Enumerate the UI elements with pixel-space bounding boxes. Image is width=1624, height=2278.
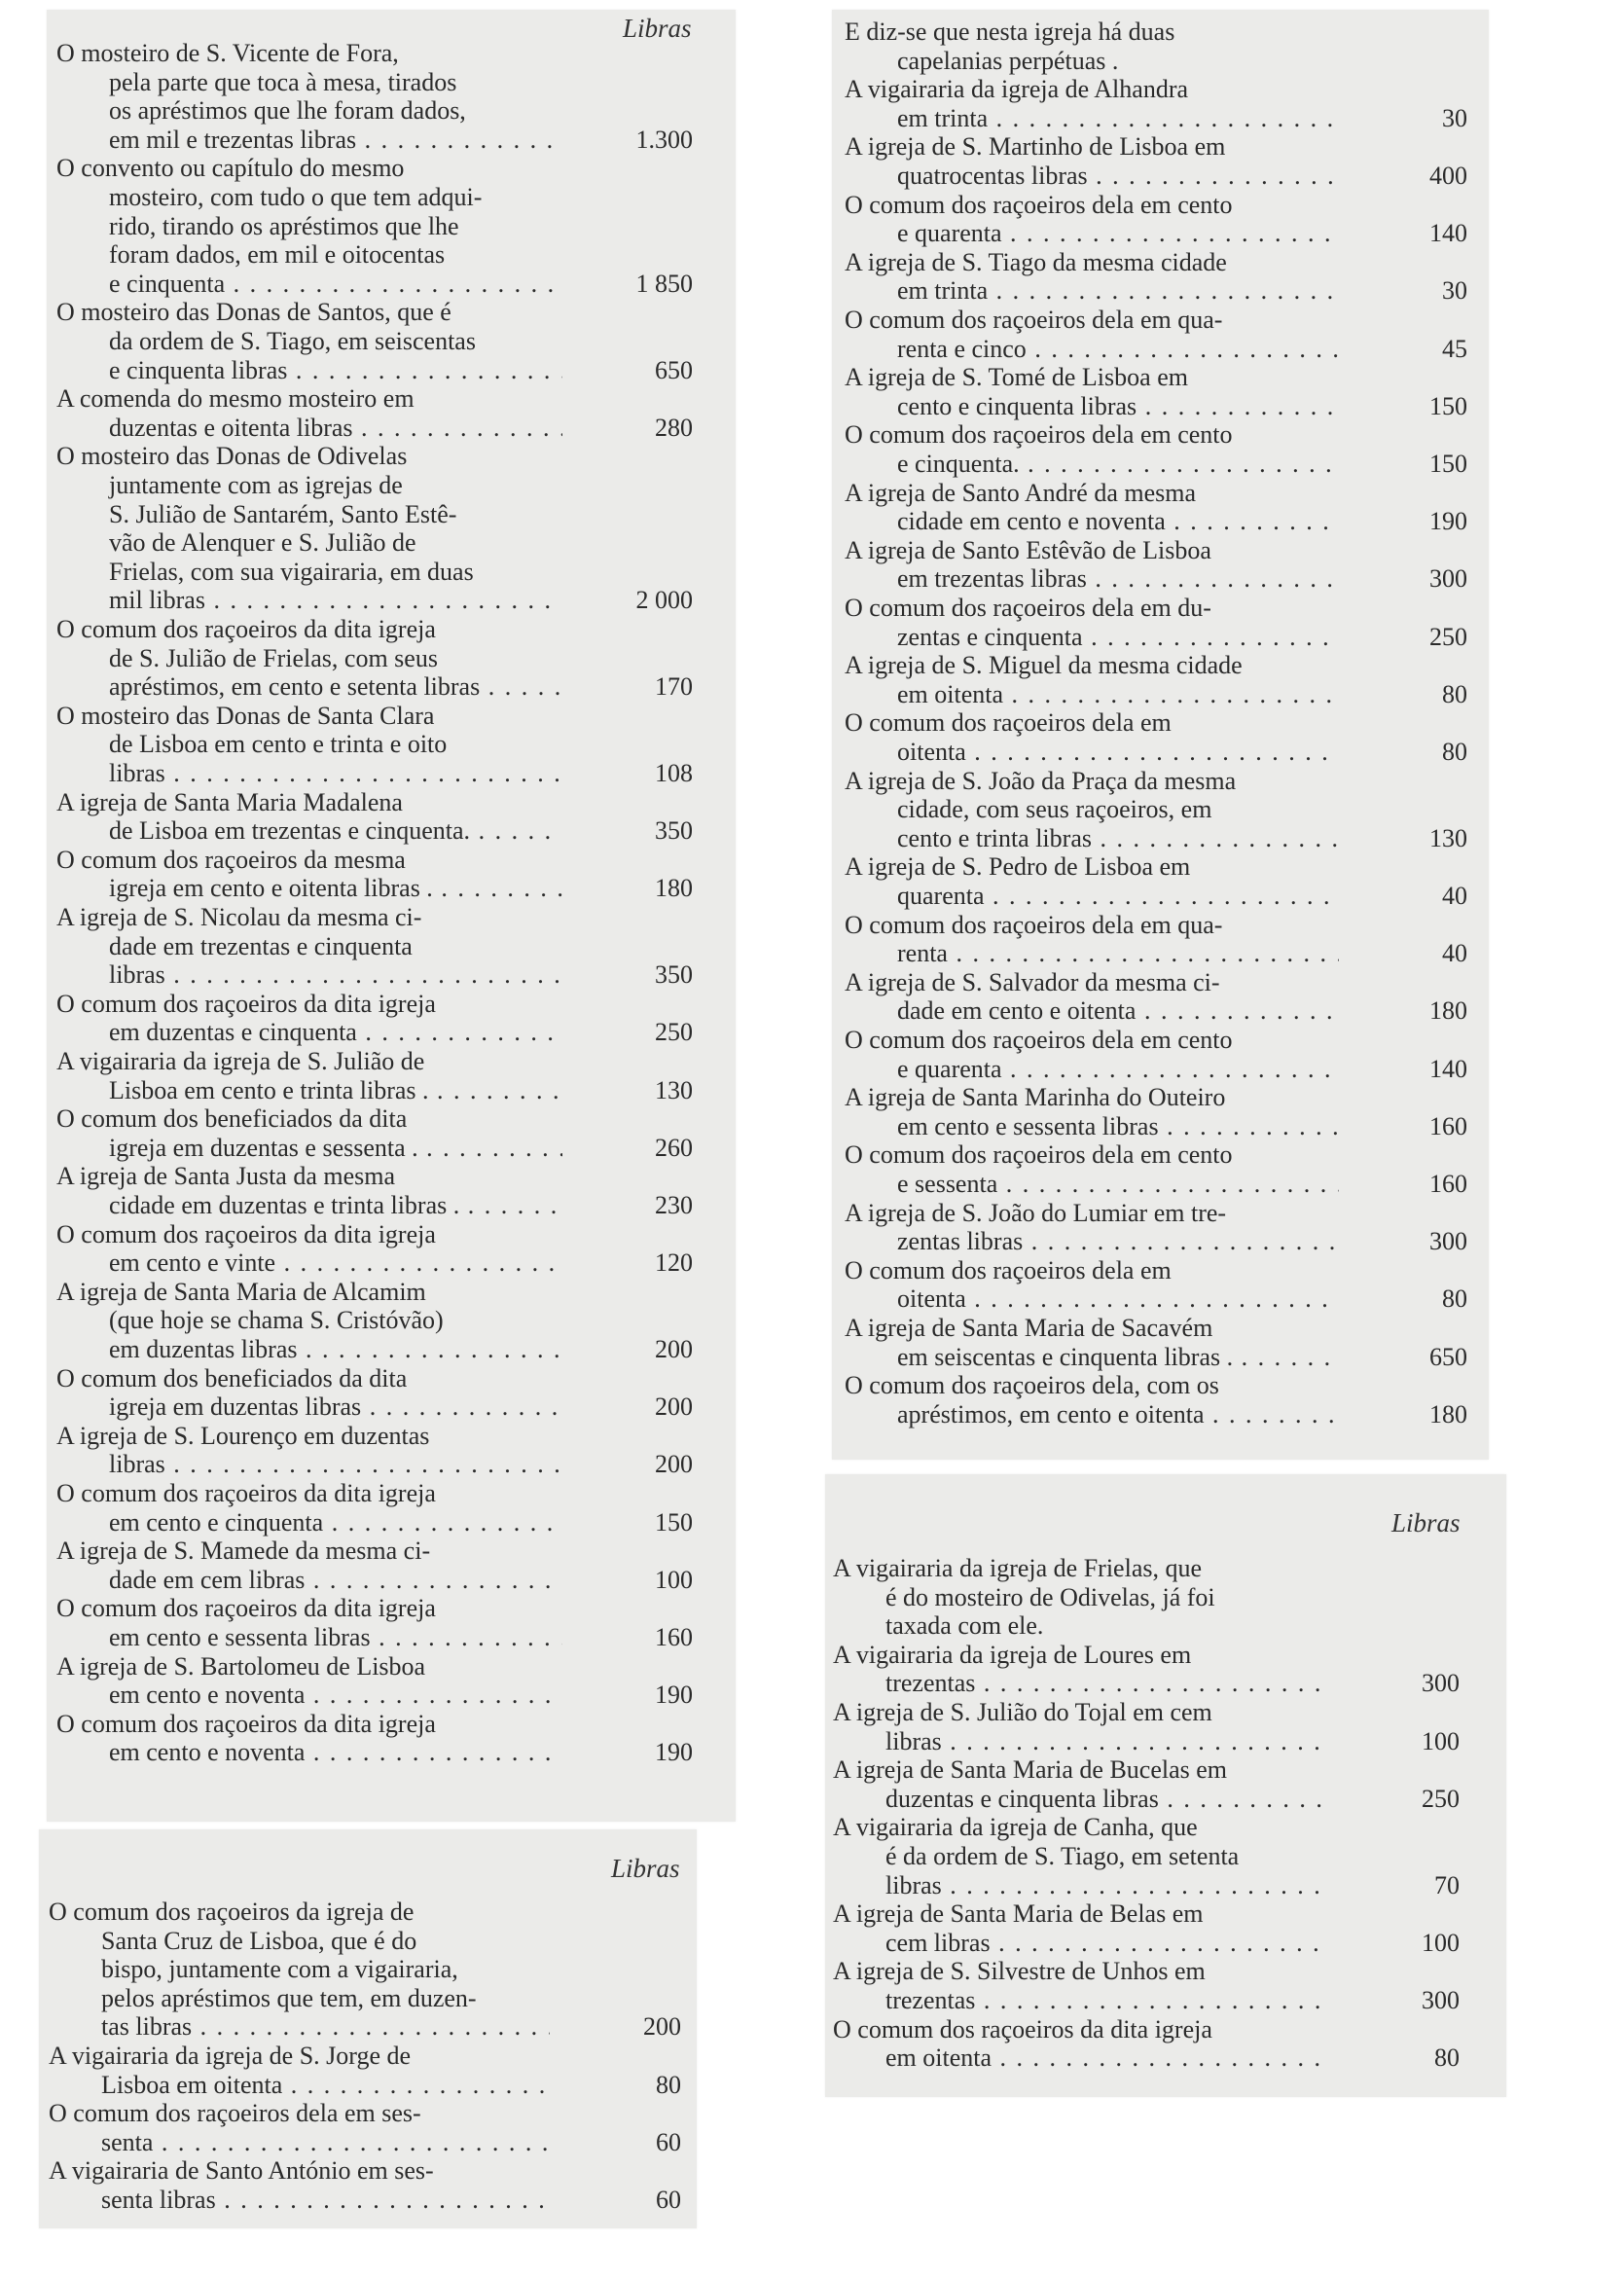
entry-line: A comenda do mesmo mosteiro em — [56, 384, 415, 414]
entry-line: A igreja de S. Salvador da mesma ci- — [845, 967, 1220, 996]
entry-line: A igreja de S. Tiago da mesma cidade — [845, 247, 1227, 276]
entry-line: O mosteiro das Donas de Santa Clara — [56, 701, 435, 730]
entry-text — [833, 1813, 1329, 1899]
entry-text — [845, 967, 1339, 1026]
entry-line: A vigairaria da igreja de S. Jorge de — [49, 2042, 412, 2070]
entry-line: em trinta . . . — [864, 104, 1339, 133]
entry-line: em duzentas e cinquenta . . . — [76, 1018, 562, 1047]
entry-text — [56, 154, 562, 298]
entry-text — [56, 1651, 562, 1710]
entry-line: A vigairaria da igreja de Frielas, que — [833, 1554, 1203, 1582]
entry-line: O comum dos raçoeiros da igreja de — [49, 1898, 415, 1926]
entry-text — [49, 1898, 550, 2042]
entry-line: cidade, com seus raçoeiros, em — [897, 795, 1212, 824]
entry-line: A igreja de S. Tomé de Lisboa em — [845, 363, 1188, 392]
entry-value: 130 — [655, 1075, 693, 1104]
entry-text — [56, 1594, 562, 1651]
entry-line: oitenta . . . — [864, 738, 1339, 767]
entry-line: de Lisboa em cento e trinta e oito — [109, 730, 448, 759]
entry-line: O comum dos raçoeiros dela em qua- — [845, 306, 1223, 334]
entry-line: apréstimos, em cento e oitenta . . . — [864, 1400, 1339, 1429]
entry-value: 160 — [1429, 1111, 1467, 1140]
entry-value: 200 — [655, 1335, 693, 1363]
entry-text — [845, 1314, 1339, 1371]
entry-text — [56, 615, 562, 702]
entry-line: O comum dos raçoeiros da mesma — [56, 845, 406, 874]
entry-line: em cento e sessenta libras . . . — [864, 1112, 1339, 1141]
entry-value: 130 — [1429, 823, 1467, 852]
entry-line: A igreja de S. Miguel da mesma cidade — [845, 651, 1243, 680]
entry-text — [845, 1140, 1339, 1198]
entry-text — [845, 1026, 1339, 1083]
entry-line: os apréstimos que lhe foram dados, — [109, 96, 466, 126]
entry-text — [845, 75, 1339, 132]
entry-line: A igreja de S. Bartolomeu de Lisboa — [56, 1651, 426, 1681]
col1-header: Libras — [623, 14, 692, 43]
entry-text — [845, 766, 1339, 853]
entry-line: e quarenta . . . — [864, 1055, 1339, 1084]
entry-line: A igreja de S. Lourenço em duzentas — [56, 1421, 430, 1450]
entry-value: 650 — [655, 355, 693, 384]
entry-line: O mosteiro das Donas de Odivelas — [56, 442, 408, 471]
entry-line: A igreja de Santo André da mesma — [845, 478, 1197, 507]
entry-line: foram dados, em mil e oitocentas — [109, 240, 446, 270]
entry-line: A igreja de Santa Justa da mesma — [56, 1162, 396, 1191]
entry-line: de S. Julião de Frielas, com seus — [109, 643, 438, 672]
entry-line: A igreja de Santa Maria de Bucelas em — [833, 1755, 1228, 1785]
entry-text — [56, 1047, 562, 1104]
entry-line: A igreja de Santa Marinha do Outeiro — [845, 1083, 1226, 1112]
entry-value: 70 — [1434, 1870, 1460, 1899]
entry-line: em cento e noventa . . . — [76, 1738, 562, 1767]
entry-text — [845, 420, 1339, 478]
entry-line: renta . . . — [864, 939, 1339, 968]
entry-line: trezentas . . . — [852, 1669, 1329, 1698]
entry-text — [49, 2099, 550, 2156]
entry-line: O comum dos raçoeiros da dita igreja — [56, 1709, 436, 1738]
entry-line: tas libras . . . — [68, 2012, 550, 2042]
entry-line: juntamente com as igrejas de — [109, 470, 403, 499]
entry-line: Santa Cruz de Lisboa, que é do — [101, 1926, 417, 1955]
entry-line: vão de Alenquer e S. Julião de — [109, 528, 416, 558]
entry-line: e sessenta . . . — [864, 1170, 1339, 1199]
entry-text — [56, 1363, 562, 1422]
entry-value: 170 — [655, 672, 693, 702]
entry-value: 120 — [655, 1248, 693, 1278]
entry-value: 180 — [1429, 1399, 1467, 1428]
entry-text — [833, 1899, 1329, 1957]
entry-text — [845, 190, 1339, 248]
entry-text — [49, 2042, 550, 2099]
entry-line: O comum dos raçoeiros dela em du- — [845, 594, 1211, 622]
entry-value: 1 850 — [635, 269, 693, 298]
entry-line: em mil e trezentas libras . . . — [76, 126, 562, 155]
entry-line: de Lisboa em trezentas e cinquenta. . . . — [76, 816, 562, 846]
entry-value: 400 — [1429, 162, 1467, 190]
entry-value: 200 — [655, 1392, 693, 1422]
entry-value: 80 — [1442, 679, 1467, 708]
entry-value: 230 — [655, 1191, 693, 1219]
entry-line: apréstimos, em cento e setenta libras . . . — [76, 672, 562, 702]
entry-line: S. Julião de Santarém, Santo Estê- — [109, 499, 457, 528]
entry-line: cem libras . . . — [852, 1929, 1329, 1958]
entry-value: 160 — [655, 1623, 693, 1651]
entry-line: Frielas, com sua vigairaria, em duas — [109, 557, 474, 586]
entry-line: O mosteiro das Donas de Santos, que é — [56, 298, 451, 327]
entry-line: A igreja de Santa Maria de Belas em — [833, 1899, 1204, 1929]
entry-line: E diz-se que nesta igreja há duas — [845, 18, 1175, 46]
entry-value: 108 — [655, 759, 693, 787]
entry-value: 160 — [1429, 1170, 1467, 1198]
entry-value: 80 — [1442, 1284, 1467, 1314]
entry-line: libras . . . — [76, 1450, 562, 1479]
entry-line: O comum dos raçoeiros dela em — [845, 1255, 1172, 1284]
entry-line: A igreja de Santo Estêvão de Lisboa — [845, 535, 1211, 564]
entry-line: cidade em cento e noventa . . . — [864, 507, 1339, 536]
entry-line: pelos apréstimos que tem, em duzen- — [101, 1983, 477, 2012]
entry-text — [56, 384, 562, 442]
entry-line: O comum dos beneficiados da dita — [56, 1104, 408, 1134]
entry-text — [845, 535, 1339, 594]
col2b-header: Libras — [1391, 1508, 1461, 1537]
entry-text — [56, 787, 562, 846]
entry-value: 80 — [656, 2070, 681, 2099]
entry-line: em oitenta . . . — [852, 2043, 1329, 2073]
entry-text — [845, 1083, 1339, 1140]
entry-line: libras . . . — [852, 1871, 1329, 1900]
entry-text — [56, 903, 562, 990]
entry-line: O comum dos raçoeiros dela, com os — [845, 1371, 1219, 1400]
entry-line: trezentas . . . — [852, 1986, 1329, 2015]
entry-line: zentas e cinquenta . . . — [864, 623, 1339, 652]
entry-value: 350 — [655, 816, 693, 846]
entry-value: 260 — [655, 1133, 693, 1162]
entry-line: em seiscentas e cinquenta libras . . . . — [864, 1343, 1339, 1372]
entry-line: A igreja de S. Julião do Tojal em cem — [833, 1698, 1212, 1726]
entry-line: cidade em duzentas e trinta libras . . . . — [76, 1191, 562, 1220]
entry-line: e cinquenta. . . . — [864, 450, 1339, 479]
entry-line: O comum dos raçoeiros da dita igreja — [56, 1479, 436, 1507]
entry-line: A igreja de Santa Maria Madalena — [56, 787, 403, 816]
entry-line: A igreja de S. Pedro de Lisboa em — [845, 852, 1191, 882]
entry-value: 200 — [655, 1450, 693, 1479]
entry-value: 300 — [1429, 1227, 1467, 1256]
entry-value: 140 — [1429, 1054, 1467, 1083]
entry-text — [845, 306, 1339, 363]
entry-line: cento e trinta libras . . . — [864, 824, 1339, 853]
entry-value: 650 — [1429, 1342, 1467, 1371]
entry-text — [845, 132, 1339, 190]
entry-line: pela parte que toca à mesa, tirados — [109, 67, 457, 96]
entry-value: 180 — [655, 874, 693, 903]
entry-text — [56, 39, 562, 154]
entry-line: senta . . . — [68, 2128, 550, 2157]
entry-line: A vigairaria da igreja de S. Julião de — [56, 1047, 425, 1075]
entry-line: renta e cinco . . . — [864, 335, 1339, 364]
entry-line: e quarenta . . . — [864, 219, 1339, 248]
entry-line: bispo, juntamente com a vigairaria, — [101, 1955, 458, 1984]
entry-line: em oitenta . . . — [864, 680, 1339, 709]
entry-text — [845, 1198, 1339, 1256]
entry-value: 100 — [655, 1565, 693, 1594]
entry-line: O comum dos raçoeiros dela em cento — [845, 420, 1233, 450]
entry-value: 200 — [643, 2012, 681, 2042]
entry-line: capelanias perpétuas . — [897, 46, 1119, 75]
entry-line: libras . . . — [76, 759, 562, 788]
entry-value: 30 — [1442, 276, 1467, 306]
entry-value: 350 — [655, 960, 693, 990]
col1b-header: Libras — [611, 1854, 680, 1883]
entry-text — [56, 298, 562, 384]
entry-text — [845, 594, 1339, 651]
entry-text — [56, 1277, 562, 1364]
entry-text — [833, 1698, 1329, 1755]
entry-text — [845, 651, 1339, 708]
entry-line: oitenta . . . — [864, 1284, 1339, 1314]
entry-text — [49, 2156, 550, 2214]
entry-line: cento e cinquenta libras . . . — [864, 392, 1339, 421]
entry-line: O comum dos raçoeiros da dita igreja — [833, 2014, 1212, 2043]
entry-line: A igreja de Santa Maria de Sacavém — [845, 1314, 1213, 1342]
entry-line: igreja em cento e oitenta libras . . . . — [76, 874, 562, 903]
entry-line: O comum dos raçoeiros da dita igreja — [56, 1594, 436, 1623]
entry-line: dade em cento e oitenta . . . — [864, 996, 1339, 1026]
entry-line: em trinta . . . — [864, 276, 1339, 306]
entry-line: A vigairaria da igreja de Alhandra — [845, 75, 1189, 104]
entry-line: A vigairaria de Santo António em ses- — [49, 2156, 434, 2186]
entry-text — [845, 852, 1339, 910]
entry-line: dade em cem libras . . . — [76, 1566, 562, 1595]
entry-text — [845, 910, 1339, 968]
entry-line: libras . . . — [852, 1727, 1329, 1756]
entry-line: e cinquenta libras . . . — [76, 356, 562, 385]
entry-text — [56, 1162, 562, 1219]
entry-text — [56, 845, 562, 903]
entry-text — [56, 989, 562, 1047]
entry-line: igreja em duzentas libras . . . — [76, 1392, 562, 1422]
entry-value: 180 — [1429, 996, 1467, 1026]
entry-value: 80 — [1434, 2043, 1460, 2073]
entry-value: 250 — [655, 1018, 693, 1047]
entry-text — [833, 1755, 1329, 1813]
entry-line: em cento e sessenta libras . . . — [76, 1623, 562, 1652]
entry-text — [56, 442, 562, 615]
entry-line: em duzentas libras . . . — [76, 1335, 562, 1364]
entry-text — [845, 18, 1339, 75]
entry-line: igreja em duzentas e sessenta . . . . — [76, 1134, 562, 1163]
entry-line: é da ordem de S. Tiago, em setenta — [885, 1841, 1240, 1870]
entry-line: O comum dos raçoeiros da dita igreja — [56, 615, 436, 643]
entry-value: 100 — [1422, 1726, 1460, 1755]
entry-text — [845, 1255, 1339, 1314]
entry-line: em cento e noventa . . . — [76, 1681, 562, 1710]
entry-line: em trezentas libras . . . — [864, 564, 1339, 594]
entry-line: O comum dos raçoeiros dela em ses- — [49, 2099, 421, 2128]
entry-value: 190 — [655, 1738, 693, 1767]
entry-text — [845, 247, 1339, 306]
entry-value: 150 — [655, 1507, 693, 1537]
entry-text — [56, 701, 562, 788]
entry-line: zentas libras . . . — [864, 1227, 1339, 1256]
entry-line: Lisboa em cento e trinta libras . . . . — [76, 1076, 562, 1105]
entry-text — [56, 1537, 562, 1594]
entry-text — [845, 1371, 1339, 1428]
entry-line: O comum dos raçoeiros da dita igreja — [56, 989, 436, 1018]
entry-line: O comum dos beneficiados da dita — [56, 1363, 408, 1392]
entry-value: 280 — [655, 413, 693, 442]
entry-line: A igreja de S. João do Lumiar em tre- — [845, 1198, 1227, 1227]
entry-line: mil libras . . . — [76, 586, 562, 615]
entry-line: O comum dos raçoeiros dela em — [845, 708, 1172, 738]
entry-value: 190 — [655, 1681, 693, 1710]
entry-value: 100 — [1422, 1928, 1460, 1957]
entry-line: é do mosteiro de Odivelas, já foi — [885, 1582, 1215, 1611]
entry-text — [845, 478, 1339, 536]
entry-value: 300 — [1422, 1669, 1460, 1698]
entry-value: 150 — [1429, 391, 1467, 420]
entry-text — [833, 1554, 1329, 1641]
entry-value: 80 — [1442, 738, 1467, 766]
entry-value: 2 000 — [635, 586, 693, 615]
entry-value: 190 — [1429, 507, 1467, 536]
entry-line: A igreja de Santa Maria de Alcamim — [56, 1277, 426, 1306]
entry-value: 250 — [1422, 1784, 1460, 1813]
entry-line: duzentas e cinquenta libras . . . — [852, 1785, 1329, 1814]
entry-text — [833, 1957, 1329, 2014]
entry-line: duzentas e oitenta libras . . . — [76, 414, 562, 443]
entry-line: em cento e vinte . . . — [76, 1248, 562, 1278]
entry-value: 40 — [1442, 939, 1467, 968]
entry-value: 300 — [1429, 564, 1467, 594]
entry-line: quatrocentas libras . . . — [864, 162, 1339, 191]
entry-line: A vigairaria da igreja de Canha, que — [833, 1813, 1198, 1842]
entry-line: da ordem de S. Tiago, em seiscentas — [109, 326, 476, 355]
entry-text — [56, 1421, 562, 1479]
entry-text — [56, 1709, 562, 1767]
entry-line: O comum dos raçoeiros dela em qua- — [845, 910, 1223, 939]
entry-value: 150 — [1429, 450, 1467, 478]
entry-text — [56, 1219, 562, 1278]
entry-value: 250 — [1429, 622, 1467, 651]
entry-line: quarenta . . . — [864, 882, 1339, 911]
entry-line: O comum dos raçoeiros dela em cento — [845, 1140, 1233, 1170]
entry-value: 300 — [1422, 1986, 1460, 2014]
entry-line: (que hoje se chama S. Cristóvão) — [109, 1306, 444, 1335]
entry-line: A igreja de S. João da Praça da mesma — [845, 766, 1237, 795]
entry-line: A vigairaria da igreja de Loures em — [833, 1640, 1192, 1669]
entry-line: Lisboa em oitenta . . . — [68, 2071, 550, 2100]
entry-value: 40 — [1442, 882, 1467, 910]
entry-line: em cento e cinquenta . . . — [76, 1508, 562, 1537]
entry-line: O comum dos raçoeiros da dita igreja — [56, 1219, 436, 1248]
entry-value: 60 — [656, 2127, 681, 2156]
entry-line: libras . . . — [76, 960, 562, 990]
entry-line: A igreja de S. Martinho de Lisboa em — [845, 132, 1226, 162]
entry-line: A igreja de S. Nicolau da mesma ci- — [56, 903, 422, 931]
entry-line: taxada com ele. — [885, 1611, 1044, 1641]
entry-line: A igreja de S. Mamede da mesma ci- — [56, 1537, 431, 1566]
entry-value: 140 — [1429, 219, 1467, 248]
entry-line: dade em trezentas e cinquenta — [109, 931, 413, 960]
entry-text — [833, 2014, 1329, 2073]
entry-value: 30 — [1442, 103, 1467, 132]
entry-text — [845, 363, 1339, 420]
entry-line: O comum dos raçoeiros dela em cento — [845, 1026, 1233, 1054]
entry-line: O comum dos raçoeiros dela em cento — [845, 190, 1233, 219]
entry-line: O mosteiro de S. Vicente de Fora, — [56, 39, 399, 67]
entry-line: e cinquenta . . . — [76, 270, 562, 299]
entry-value: 60 — [656, 2186, 681, 2214]
entry-line: rido, tirando os apréstimos que lhe — [109, 211, 459, 240]
entry-line: mosteiro, com tudo o que tem adqui- — [109, 182, 483, 211]
entry-line: senta libras . . . — [68, 2186, 550, 2215]
entry-line: O convento ou capítulo do mesmo — [56, 154, 405, 183]
entry-text — [845, 708, 1339, 766]
entry-text — [833, 1640, 1329, 1698]
entry-text — [56, 1479, 562, 1537]
entry-line: A igreja de S. Silvestre de Unhos em — [833, 1957, 1206, 1986]
entry-value: 1.300 — [635, 125, 693, 154]
entry-value: 45 — [1442, 334, 1467, 363]
entry-text — [56, 1104, 562, 1162]
